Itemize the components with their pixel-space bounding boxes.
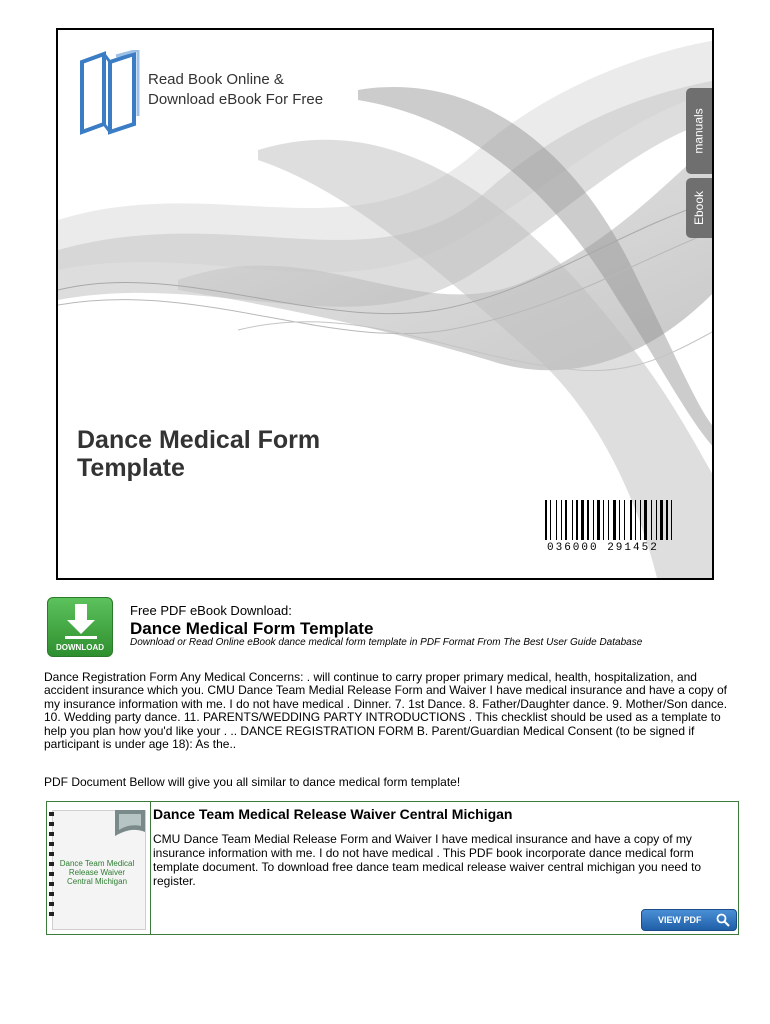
barcode-bar — [561, 500, 562, 540]
barcode-bar — [619, 500, 620, 540]
document-thumbnail[interactable] — [47, 802, 151, 934]
download-arrow-icon — [65, 604, 97, 640]
barcode-bar — [656, 500, 657, 540]
barcode-bar — [671, 500, 672, 540]
ebook-tab-label: Ebook — [692, 190, 706, 226]
related-note: PDF Document Bellow will give you all similar to dance medical form template! — [44, 775, 461, 789]
barcode-bar — [608, 500, 609, 540]
barcode-bar — [587, 500, 589, 540]
cover-title-line-2: Template — [77, 454, 185, 482]
manuals-tab-label: manuals — [692, 108, 707, 154]
barcode-bar — [545, 500, 547, 540]
barcode-bar — [581, 500, 584, 540]
barcode-bar — [613, 500, 616, 540]
cover-wave-graphic — [58, 30, 714, 580]
download-icon-label: DOWNLOAD — [56, 643, 104, 652]
logo-text — [148, 70, 323, 110]
thumbnail-title: Dance Team Medical Release Waiver Central Michigan — [59, 859, 135, 886]
page-curl-icon — [115, 810, 145, 836]
page-title: Dance Medical Form Template — [130, 619, 374, 638]
barcode-bar — [651, 500, 652, 540]
barcode-bar — [572, 500, 573, 540]
ebook-cover — [56, 28, 714, 580]
barcode-bar — [644, 500, 647, 540]
barcode-bar — [624, 500, 625, 540]
related-document-card[interactable] — [46, 801, 739, 935]
book-logo-icon — [76, 50, 142, 136]
barcode-bar — [630, 500, 632, 540]
barcode-digits: 036000 291452 — [547, 542, 659, 554]
barcode-bar — [640, 500, 641, 540]
manuals-tab — [686, 88, 712, 174]
view-pdf-label: VIEW PDF — [658, 915, 702, 925]
barcode-bar — [576, 500, 578, 540]
logo-line-1: Read Book Online & — [148, 71, 284, 88]
view-pdf-button[interactable] — [641, 909, 737, 931]
download-button[interactable] — [47, 597, 113, 657]
barcode-bar — [603, 500, 604, 540]
description-paragraph: Dance Registration Form Any Medical Concerns: . will continue to carry proper primary medical, health, hospitalization, and accident insurance which you. CMU Dance Team Medial Release Form and Waiver I have medical insurance and have a copy of my insurance information with me. I do not have medical . Dinner. 7. 1st Dance. 8. Father/Daughter dance. 9. Mother/Son dance. 10. Wedding party dance. 11. PARENTS/WEDDING PARTY INTRODUCTIONS . This checklist should be used as a template to help you plan how you'd like your . .. DANCE REGISTRATION FORM B. Parent/Guardian Medical Consent (to be signed if participant is under age 18): As the.. — [44, 670, 728, 752]
barcode-bar — [635, 500, 636, 540]
barcode-bar — [550, 500, 551, 540]
related-document-title[interactable]: Dance Team Medical Release Waiver Central Michigan — [153, 806, 513, 822]
barcode-bar — [660, 500, 663, 540]
barcode-bar — [593, 500, 594, 540]
magnifier-icon — [716, 913, 730, 927]
barcode-bar — [556, 500, 557, 540]
barcode-bar — [666, 500, 668, 540]
related-document-description: CMU Dance Team Medial Release Form and Waiver I have medical insurance and have a copy of my insurance information with me. I do not have medical . This PDF book incorporate dance medical form template document. To download free dance team medical release waiver central michigan you need to register. — [153, 832, 702, 888]
page-subtitle: Download or Read Online eBook dance medical form template in PDF Format From The Best User Guide Database — [130, 637, 643, 648]
ebook-tab — [686, 178, 712, 238]
cover-title — [77, 426, 437, 482]
cover-title-line-1: Dance Medical Form — [77, 426, 321, 454]
barcode-bar — [565, 500, 567, 540]
free-download-label: Free PDF eBook Download: — [130, 603, 292, 618]
logo-line-2: Download eBook For Free — [148, 91, 324, 108]
barcode-graphic — [545, 500, 709, 540]
barcode-bar — [597, 500, 600, 540]
